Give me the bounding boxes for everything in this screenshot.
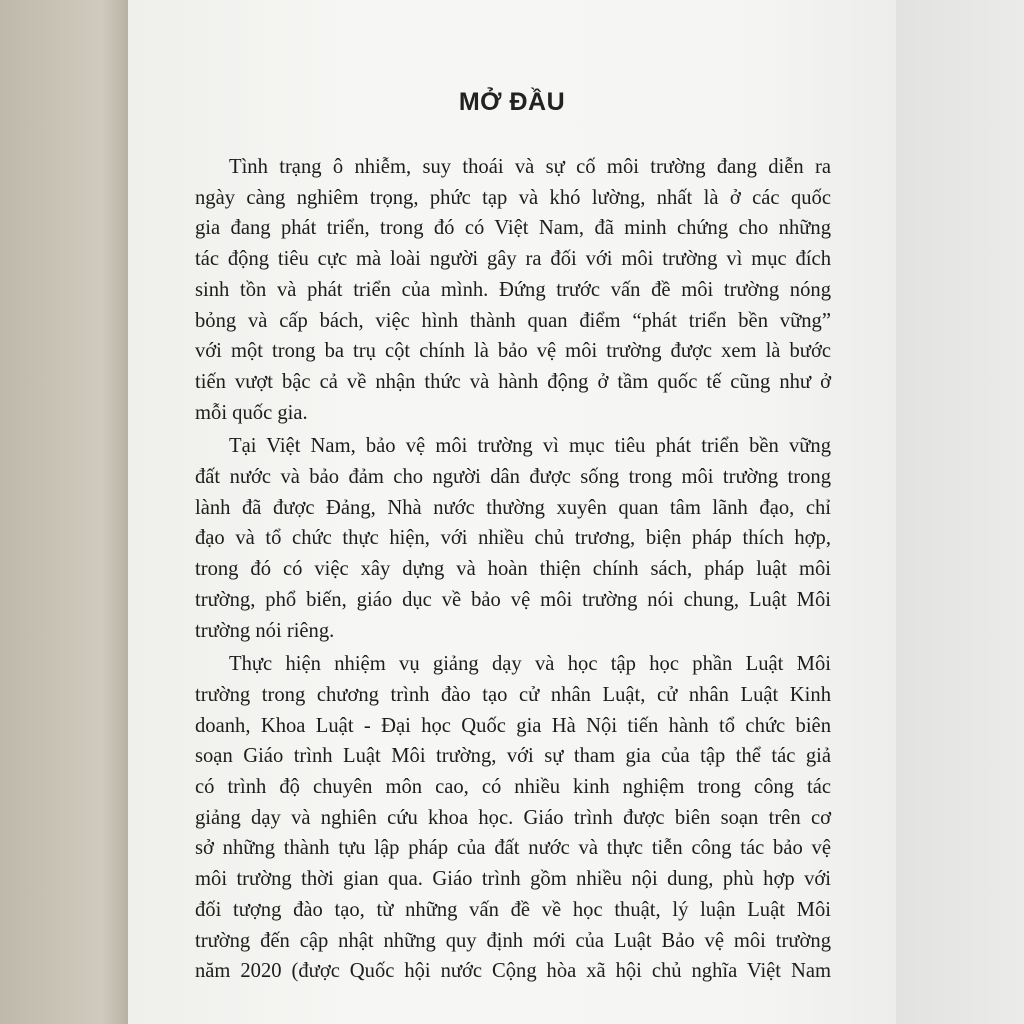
text-line: đất nước và bảo đảm cho người dân được sống trong môi trường trong bbox=[195, 466, 831, 489]
text-line: trường trong chương trình đào tạo cử nhân Luật, cử nhân Luật Kinh bbox=[195, 683, 831, 706]
paragraph bbox=[195, 431, 831, 646]
text-line: lành đã được Đảng, Nhà nước thường xuyên quan tâm lãnh đạo, chỉ bbox=[195, 496, 831, 519]
text-line: ngày càng nghiêm trọng, phức tạp và khó lường, nhất là ở các quốc bbox=[195, 186, 831, 209]
text-line: tác động tiêu cực mà loài người gây ra đối với môi trường vì mục đích bbox=[195, 248, 831, 271]
book-page bbox=[128, 0, 896, 1024]
text-line: môi trường thời gian qua. Giáo trình gồm nhiều nội dung, phù hợp với bbox=[195, 868, 831, 891]
text-line: Tình trạng ô nhiễm, suy thoái và sự cố môi trường đang diễn ra bbox=[229, 156, 831, 178]
page-title: MỞ ĐẦU bbox=[458, 88, 566, 116]
text-line: có trình độ chuyên môn cao, có nhiều kinh nghiệm trong công tác bbox=[195, 776, 831, 799]
text-line: mỗi quốc gia. bbox=[195, 401, 308, 424]
paragraph bbox=[195, 649, 831, 987]
book-spine-edge bbox=[0, 0, 128, 1024]
background-surface bbox=[896, 0, 1024, 1024]
page-body bbox=[195, 152, 831, 990]
text-line: đối tượng đào tạo, từ những vấn đề về học thuật, lý luận Luật Môi bbox=[195, 898, 831, 921]
text-line: sở những thành tựu lập pháp của đất nước và thực tiễn công tác bảo vệ bbox=[195, 837, 831, 860]
text-line: trường nói riêng. bbox=[195, 619, 335, 642]
text-line: trường, phổ biến, giáo dục về bảo vệ môi trường nói chung, Luật Môi bbox=[195, 588, 831, 611]
text-line: soạn Giáo trình Luật Môi trường, với sự tham gia của tập thể tác giả bbox=[195, 745, 831, 768]
text-line: bỏng và cấp bách, việc hình thành quan điểm “phát triển bền vững” bbox=[195, 309, 831, 332]
text-line: với một trong ba trụ cột chính là bảo vệ môi trường được xem là bước bbox=[195, 340, 831, 363]
text-line: Tại Việt Nam, bảo vệ môi trường vì mục tiêu phát triển bền vững bbox=[229, 435, 831, 458]
text-line: doanh, Khoa Luật - Đại học Quốc gia Hà Nội tiến hành tổ chức biên bbox=[195, 714, 831, 737]
text-line: gia đang phát triển, trong đó có Việt Nam, đã minh chứng cho những bbox=[195, 217, 831, 240]
text-line: năm 2020 (được Quốc hội nước Cộng hòa xã hội chủ nghĩa Việt Nam bbox=[195, 960, 831, 983]
text-line: Thực hiện nhiệm vụ giảng dạy và học tập học phần Luật Môi bbox=[229, 653, 831, 676]
text-line: tiến vượt bậc cả về nhận thức và hành động ở tầm quốc tế cũng như ở bbox=[195, 370, 831, 393]
paragraph bbox=[195, 152, 831, 428]
text-line: trong đó có việc xây dựng và hoàn thiện chính sách, pháp luật môi bbox=[195, 558, 831, 581]
text-line: giảng dạy và nghiên cứu khoa học. Giáo trình được biên soạn trên cơ bbox=[195, 806, 831, 829]
text-line: đạo và tổ chức thực hiện, với nhiều chủ trương, biện pháp thích hợp, bbox=[195, 527, 831, 550]
text-line: sinh tồn và phát triển của mình. Đứng trước vấn đề môi trường nóng bbox=[195, 278, 831, 301]
text-line: trường đến cập nhật những quy định mới của Luật Bảo vệ môi trường bbox=[195, 929, 831, 952]
